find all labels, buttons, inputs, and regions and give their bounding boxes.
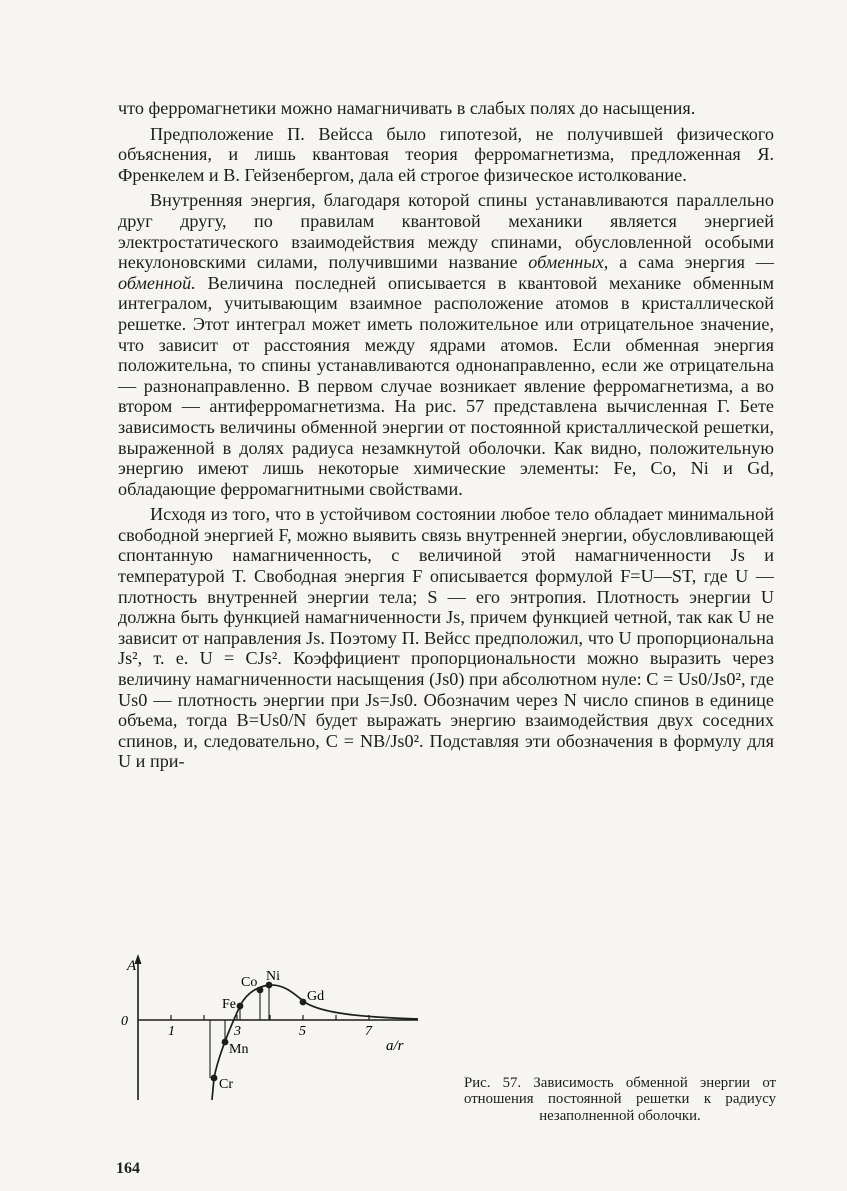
- co-label: Co: [241, 975, 258, 990]
- x-tick-label-1: 1: [168, 1024, 175, 1039]
- x-tick-label-7: 7: [365, 1024, 372, 1039]
- fe-point: [237, 1003, 244, 1010]
- cr-point: [211, 1075, 218, 1082]
- paragraph-3-part-a: Внутренняя энергия, благодаря которой спины устанавливаются параллельно друг другу, по правилам квантовой механики является энергией электростатического взаимодействия между спинами, обусловленной особыми некулоновскими силами, получившими название: [118, 190, 774, 273]
- mn-point: [222, 1039, 229, 1046]
- paragraph-3-part-b: а сама энергия —: [608, 252, 774, 273]
- gd-point: [300, 999, 307, 1006]
- paragraph-3-part-c: Величина последней описывается в квантовой механике обменным интегралом, учитывающим взаимное расположение атомов в кристаллической решетке. Этот интеграл может иметь положительное или отрицательное значение, что зависит от расстояния между ядрами атомов. Если обменная энергия положительна, то спины устанавливаются однонаправленно, если же отрицательна — разнонаправленно. В первом случае возникает явление ферромагнетизма, а во втором — антиферромагнетизма. На рис. 57 представлена вычисленная Г. Бете зависимость величины обменной энергии от постоянной кристаллической решетки, выраженной в долях радиуса незамкнутой оболочки. Как видно, положительную энергию имеют лишь некоторые химические элементы: Fe, Co, Ni и Gd, обладающие ферромагнитными свойствами.: [118, 272, 774, 499]
- fe-label: Fe: [222, 997, 236, 1012]
- gd-label: Gd: [307, 989, 325, 1004]
- paragraph-4: Исходя из того, что в устойчивом состоянии любое тело обладает минимальной свободной энергией F, можно выявить связь внутренней энергии, обусловливающей спонтанную намагниченность, с величиной этой намагниченности Js и температурой T. Свободная энергия F описывается формулой F=U—ST, где U — плотность внутренней энергии тела; S — его энтропия. Плотность энергии U должна быть функцией намагниченности Js, причем функцией четной, так как U не зависит от направления Js. Поэтому П. Вейсс предположил, что U пропорциональна Js², т. е. U = CJs². Коэффициент пропорциональности можно выразить через величину намагниченности насыщения (Js0) при абсолютном нуле: C = Us0/Js0², где Us0 — плотность энергии при Js=Js0. Обозначим через N число спинов в единице объема, тогда B=Us0/N будет выражать энергию взаимодействия двух соседних спинов, и, следовательно, C = NB/Js0². Подставляя эти обозначения в формулу для U и при-: [118, 504, 774, 772]
- figure-caption: Рис. 57. Зависимость обменной энергии от отношения постоянной решетки к радиусу незаполненной оболочки.: [464, 1075, 776, 1124]
- x-tick-label-5: 5: [299, 1024, 306, 1039]
- paragraph-2: Предположение П. Вейсса было гипотезой, не получившей физического объяснения, и лишь квантовая теория ферромагнетизма, предложенная Я. Френкелем и В. Гейзенбергом, дала ей строгое физическое истолкование.: [118, 123, 774, 185]
- paragraph-3: [118, 190, 774, 499]
- page-number: 164: [116, 1160, 140, 1177]
- exchange-energy-figure: [118, 950, 438, 1100]
- zero-label: 0: [121, 1014, 128, 1029]
- co-point: [257, 987, 264, 994]
- term-exchange-energy: обменной.: [118, 272, 196, 293]
- body-text: [118, 98, 774, 777]
- x-tick-label-3: 3: [234, 1024, 241, 1039]
- figure-57-plot: [118, 950, 438, 1100]
- paragraph-1: что ферромагнетики можно намагничивать в слабых полях до насыщения.: [118, 98, 696, 118]
- x-axis-label: a/r: [386, 1038, 404, 1054]
- mn-label: Mn: [229, 1042, 249, 1057]
- y-axis-label: A: [127, 958, 137, 974]
- cr-label: Cr: [219, 1077, 233, 1092]
- ni-label: Ni: [266, 969, 280, 984]
- term-exchange-forces: обменных,: [528, 252, 609, 273]
